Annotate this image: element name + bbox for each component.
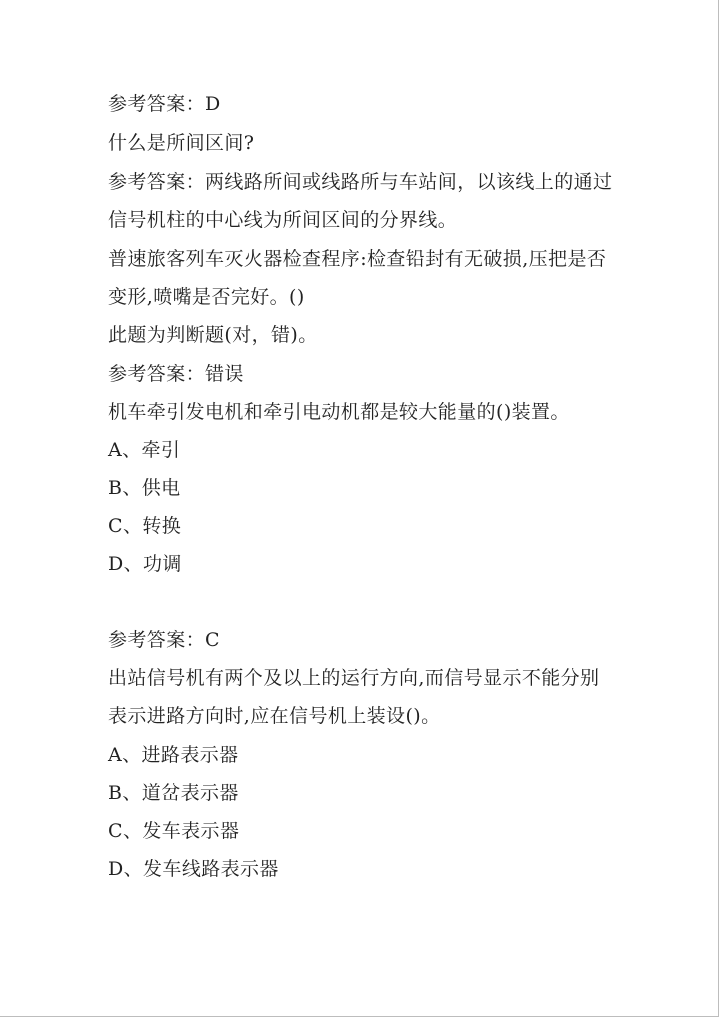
question-line: 出站信号机有两个及以上的运行方向,而信号显示不能分别 [108,667,600,689]
answer-line: 信号机柱的中心线为所间区间的分界线。 [108,209,458,231]
question-line: 表示进路方向时,应在信号机上装设()。 [108,705,441,727]
question-line: 机车牵引发电机和牵引电动机都是较大能量的()装置。 [108,401,570,423]
option-line: C、转换 [108,515,182,537]
answer-line: 参考答案：两线路所间或线路所与车站间，以该线上的通过 [108,171,613,193]
question-line: 普速旅客列车灭火器检查程序:检查铅封有无破损,压把是否 [108,248,607,270]
option-line: D、功调 [108,553,182,575]
option-line: A、进路表示器 [108,744,239,766]
question-line: 变形,喷嘴是否完好。() [108,286,305,308]
answer-line: 参考答案：C [108,629,220,651]
option-line: C、发车表示器 [108,820,240,842]
answer-line: 参考答案：错误 [108,363,244,385]
question-line: 什么是所间区间? [108,132,255,154]
option-line: D、发车线路表示器 [108,858,279,880]
answer-line: 参考答案：D [108,93,221,115]
option-line: B、供电 [108,477,181,499]
option-line: A、牵引 [108,439,181,461]
option-line: B、道岔表示器 [108,782,239,804]
question-line: 此题为判断题(对，错)。 [108,324,318,346]
